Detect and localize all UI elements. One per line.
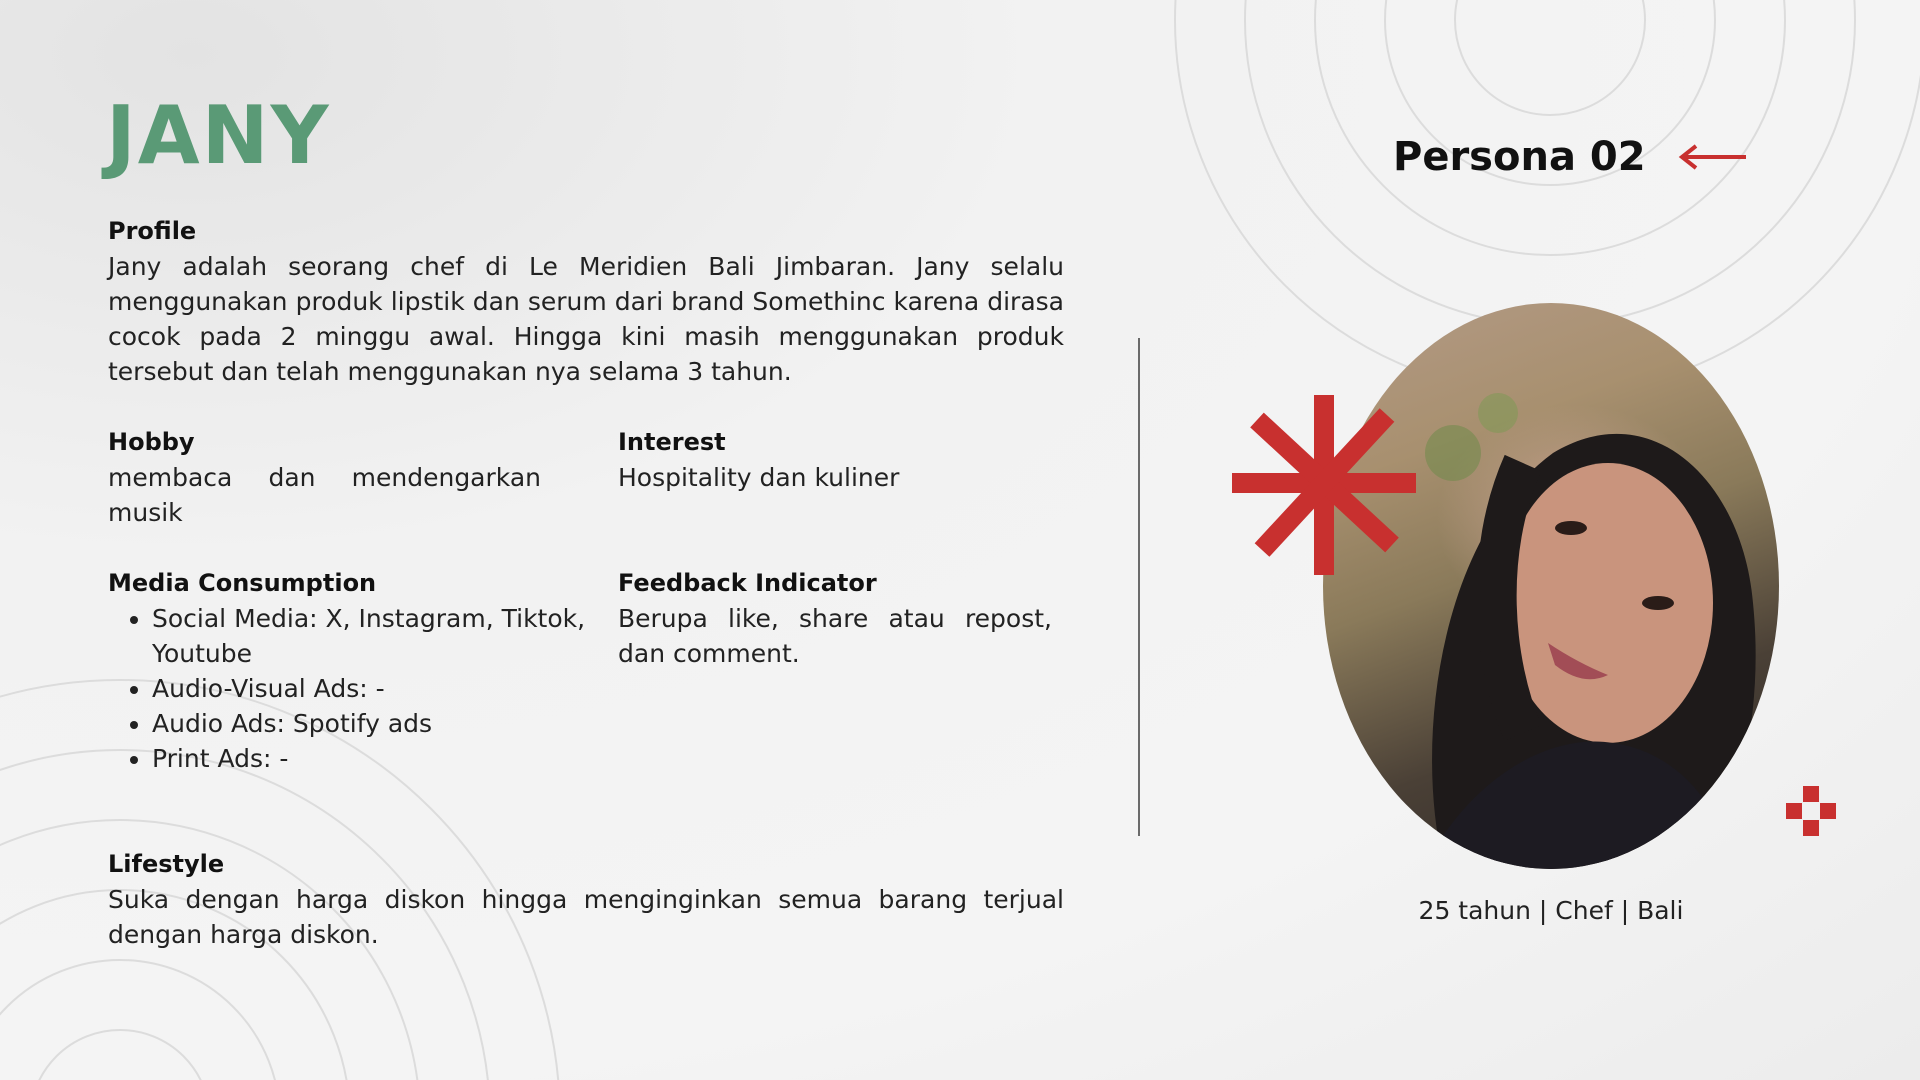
- left-arrow-icon: [1676, 140, 1748, 174]
- feedback-heading: Feedback Indicator: [618, 569, 877, 597]
- persona-name: JANY: [106, 89, 331, 182]
- profile-section: [108, 214, 1064, 389]
- media-heading: Media Consumption: [108, 569, 377, 597]
- media-item: • Audio-Visual Ads: -: [152, 671, 593, 706]
- media-item: • Audio Ads: Spotify ads: [152, 706, 593, 741]
- profile-text: Jany adalah seorang chef di Le Meridien Bali Jimbaran. Jany selalu menggunakan produk lipstik dan serum dari brand Somethinc karena dirasa cocok pada 2 minggu awal. Hingga kini masih menggunakan produk tersebut dan telah menggunakan nya selama 3 tahun.: [108, 252, 1064, 386]
- lifestyle-heading: Lifestyle: [108, 850, 225, 878]
- persona-caption: 25 tahun | Chef | Bali: [1418, 896, 1684, 925]
- plus-cross-decoration: [1786, 786, 1836, 836]
- portrait-illustration: [1323, 303, 1779, 869]
- profile-heading: Profile: [108, 217, 197, 245]
- interest-text: Hospitality dan kuliner: [618, 463, 900, 492]
- persona-photo: [1323, 303, 1779, 869]
- media-list: [108, 601, 593, 776]
- lifestyle-text: Suka dengan harga diskon hingga menginginkan semua barang terjual dengan harga diskon.: [108, 885, 1064, 949]
- media-item: • Print Ads: -: [152, 741, 593, 776]
- hobby-text: membaca dan mendengarkan musik: [108, 463, 541, 527]
- feedback-text: Berupa like, share atau repost, dan comment.: [618, 604, 1052, 668]
- persona-label: Persona 02: [1393, 134, 1646, 180]
- vertical-divider: [1138, 338, 1140, 836]
- media-section: [108, 566, 593, 776]
- asterisk-decoration: [1232, 395, 1416, 575]
- interest-section: [618, 425, 1058, 495]
- hobby-section: [108, 425, 541, 530]
- lifestyle-section: [108, 847, 1064, 952]
- media-item: • Social Media: X, Instagram, Tiktok, Youtube: [152, 601, 593, 671]
- hobby-heading: Hobby: [108, 428, 195, 456]
- feedback-section: [618, 566, 1052, 671]
- interest-heading: Interest: [618, 428, 726, 456]
